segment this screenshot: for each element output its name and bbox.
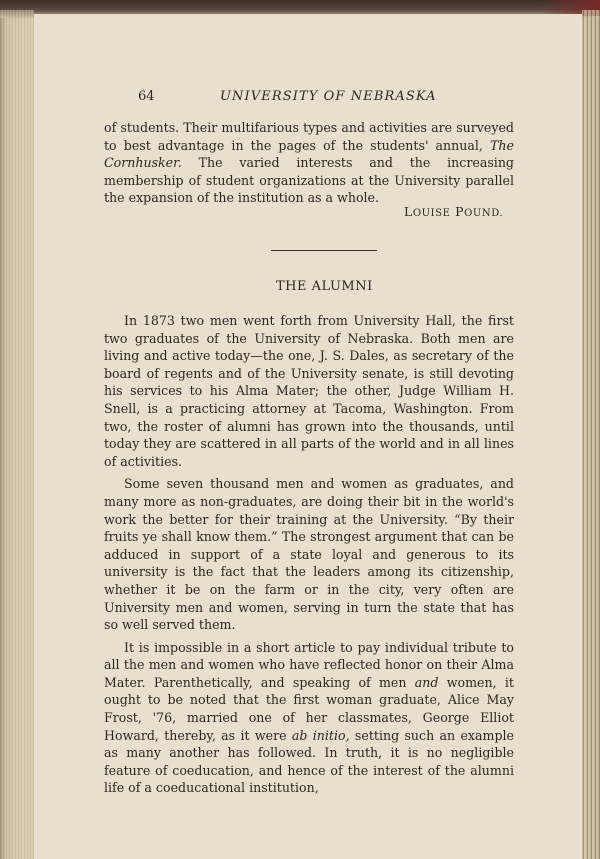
section-divider	[271, 250, 377, 251]
running-title: UNIVERSITY OF NEBRASKA	[220, 89, 437, 104]
author-signature	[404, 204, 503, 219]
continuation-text-end: The varied interests and the increasing membership of student organizations at the University parallel the expansion of the institution as a whole.	[104, 155, 514, 206]
sig-rest-last: OUND.	[464, 208, 504, 219]
sig-initial-last: P	[455, 204, 465, 219]
alumni-paragraph-1: In 1873 two men went forth from University Hall, the first two graduates of the University of Nebraska. Both men are living and active today—the one, J. S. Dales, as secretary of the board of regents and of the University senate, is still devoting his services to his Alma Mater; the other, Judge William H. Snell, is a practicing attorney at Tacoma, Washington. From two, the roster of alumni has grown into the thousands, until today they are scattered in all parts of the world and in all lines of activities.	[104, 313, 514, 469]
p3-text-a: It is impossible in a short article to pay individual tribute to all the men and women who have reflected honor on their Alma Mater. Parenthetically, and speaking of men	[104, 639, 514, 690]
p3-text-b: women, it ought to be noted that the first woman graduate, Alice May Frost, '76, married one of her classmates, George Elliot Howard, thereby, as it were	[104, 674, 514, 743]
continuation-paragraph	[104, 119, 514, 207]
running-header	[138, 89, 514, 109]
p3-italic-and: and	[414, 674, 439, 690]
sig-rest-first: OUISE	[412, 208, 451, 219]
p3-text-c: setting such an example as many another has followed. In truth, it is no negligible feature of coeducation, and hence of the interest of the alumni life of a coeducational institution,	[104, 727, 515, 796]
continuation-block	[104, 119, 514, 207]
page-edges-right	[582, 10, 600, 859]
alumni-paragraph-2: Some seven thousand men and women as graduates, and many more as non-graduates, are doing their bit in the world's work the better for their training at the University. “By their fruits ye shall know them.” The strongest argument that can be adduced in support of a state loyal and generous to its university is the fact that the leaders among its citizenship, whether it be on the farm or in the city, very often are University men and women, serving in turn the state that has so well served them.	[104, 476, 514, 633]
page-edges-left	[0, 10, 34, 859]
section-title: THE ALUMNI	[276, 279, 373, 294]
cornhusker-title: The Cornhusker.	[104, 137, 514, 171]
sig-initial-first: L	[404, 204, 413, 219]
alumni-paragraph-3	[104, 639, 514, 797]
alumni-body	[104, 312, 514, 802]
p3-italic-ab-initio: ab initio,	[291, 727, 350, 743]
continuation-text: of students. Their multifarious types and activities are surveyed to best advantage in the pages of the students' annual,	[104, 120, 514, 153]
page-number: 64	[138, 89, 155, 104]
